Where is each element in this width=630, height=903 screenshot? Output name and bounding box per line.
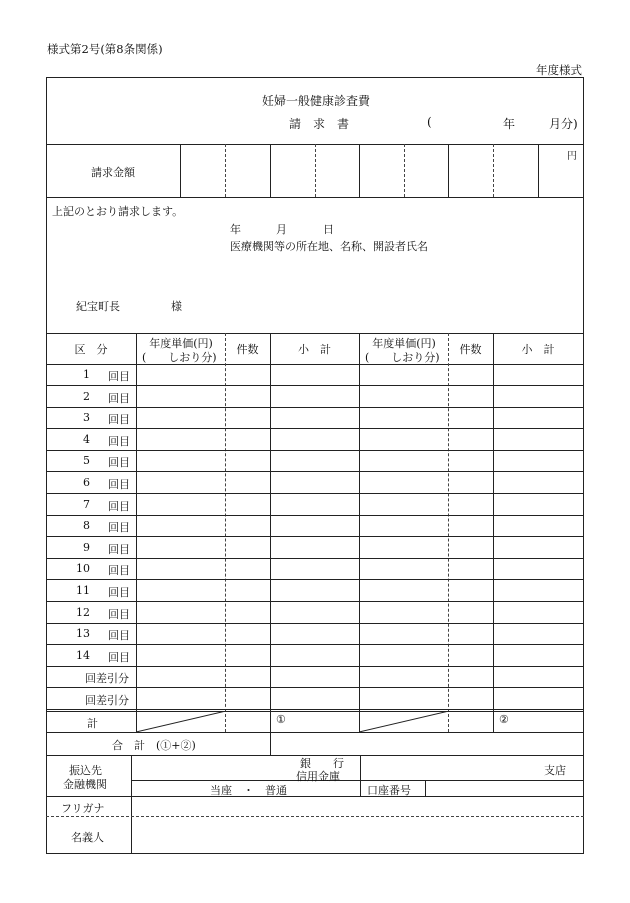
holder-field[interactable]	[132, 817, 583, 853]
row-number: 14	[76, 649, 90, 662]
col-unit-price-1b: 年度単価(円)	[372, 337, 436, 350]
row-kai: 回目	[108, 586, 130, 599]
row-number: 13	[76, 627, 90, 640]
bank-label-2: 金融機関	[63, 778, 107, 791]
bank-label-1: 振込先	[69, 764, 102, 777]
account-type[interactable]: 当座 ・ 普通	[210, 784, 287, 797]
furigana-label: フリガナ	[61, 802, 105, 815]
date-year: 年	[230, 223, 241, 236]
mark-1: ①	[276, 713, 286, 726]
col-kubun: 区 分	[74, 342, 108, 356]
row-kai: 回目	[108, 543, 130, 556]
row-number: 9	[83, 541, 90, 554]
period-year: 年	[503, 117, 516, 131]
col-unit-price-2b: ( しおり分)	[365, 351, 440, 364]
row-number: 3	[83, 411, 90, 424]
row-kai: 回目	[108, 370, 130, 383]
date-day: 日	[323, 223, 334, 236]
furigana-field[interactable]	[132, 797, 583, 816]
form-title-seikyusho: 請 求 書	[289, 117, 350, 131]
row-kai: 回目	[108, 629, 130, 642]
col-unit-price-2: ( しおり分)	[142, 351, 217, 364]
bank-type-shinkin: 信用金庫	[296, 770, 340, 783]
col-count-b: 件数	[459, 342, 482, 356]
row-number: 1	[83, 368, 90, 381]
row-number: 10	[76, 562, 90, 575]
holder-label: 名義人	[71, 831, 104, 844]
col-unit-price-1: 年度単価(円)	[149, 337, 213, 350]
row-kai: 回目	[108, 651, 130, 664]
account-number-label: 口座番号	[367, 784, 411, 797]
period-paren: (	[427, 115, 432, 129]
row-kai: 回目	[108, 392, 130, 405]
row-number: 12	[76, 606, 90, 619]
date-month: 月	[276, 223, 287, 236]
row-number: 4	[83, 433, 90, 446]
row-kai: 回目	[108, 435, 130, 448]
honorific: 様	[171, 300, 182, 313]
period-month: 月分)	[549, 117, 578, 131]
statement-text: 上記のとおり請求します。	[52, 205, 184, 218]
row-number: 7	[83, 498, 90, 511]
col-subtotal-b: 小 計	[521, 342, 555, 356]
row-kai: 回目	[108, 521, 130, 534]
col-count: 件数	[236, 342, 259, 356]
nendo-style: 年度様式	[536, 63, 582, 77]
row-number: 11	[76, 584, 90, 597]
row-number: 5	[83, 454, 90, 467]
total-diagonal-1	[136, 711, 226, 732]
row-deduction: 回差引分	[85, 694, 129, 707]
row-deduction: 回差引分	[85, 672, 129, 685]
bank-type-bank: 銀 行	[300, 757, 344, 770]
form-title: 妊婦一般健康診査費	[262, 94, 371, 108]
branch-label: 支店	[544, 764, 566, 777]
account-number-field[interactable]	[426, 781, 583, 796]
total-label: 計	[87, 717, 98, 730]
row-kai: 回目	[108, 500, 130, 513]
grand-total-label: 合 計 (①+②)	[112, 739, 196, 752]
total-diagonal-2	[359, 711, 449, 732]
col-subtotal: 小 計	[298, 342, 331, 356]
row-kai: 回目	[108, 456, 130, 469]
row-kai: 回目	[108, 478, 130, 491]
amount-digit-boxes[interactable]	[181, 145, 583, 197]
amount-label: 請求金額	[91, 166, 135, 179]
addressee: 紀宝町長	[76, 300, 120, 313]
row-number: 8	[83, 519, 90, 532]
row-kai: 回目	[108, 564, 130, 577]
row-number: 2	[83, 390, 90, 403]
amount-unit: 円	[567, 151, 577, 162]
form-number: 様式第2号(第8条関係)	[47, 42, 163, 56]
grand-total-field[interactable]	[271, 733, 583, 755]
row-kai: 回目	[108, 608, 130, 621]
row-kai: 回目	[108, 413, 130, 426]
mark-2: ②	[499, 713, 509, 726]
row-number: 6	[83, 476, 90, 489]
applicant-label: 医療機関等の所在地、名称、開設者氏名	[230, 240, 428, 253]
